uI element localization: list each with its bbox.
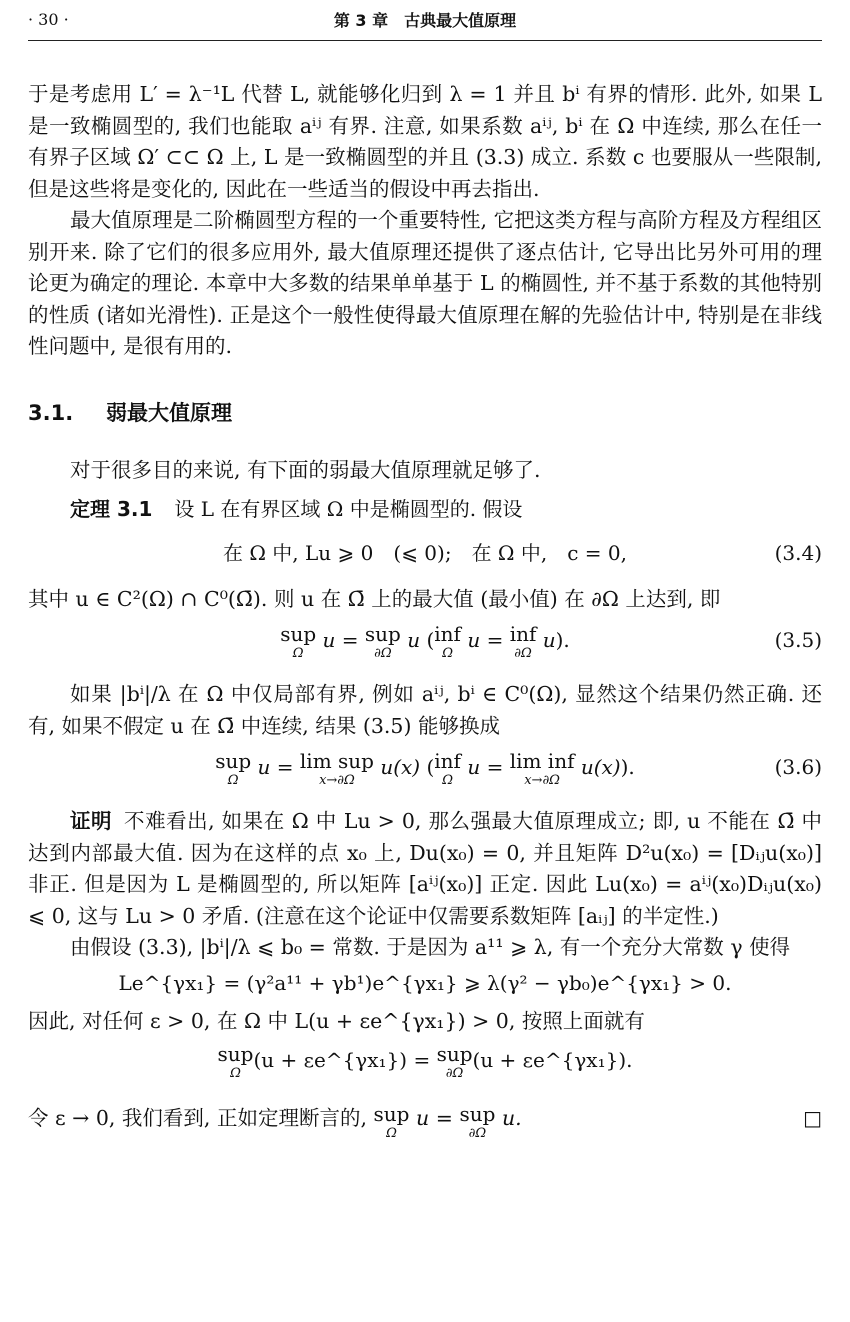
paragraph-4: 其中 u ∈ C²(Ω) ∩ C⁰(Ω̄). 则 u 在 Ω̄ 上的最大值 (最小值) 在 ∂Ω 上达到, 即 [28,586,721,611]
equation-3-6-number: (3.6) [774,755,822,779]
equation-8 [28,1043,822,1097]
page-header [28,0,822,41]
page-number: · 30 · [28,10,69,29]
conclusion-line: 令 ε → 0, 我们看到, 正如定理断言的, sup Ω u = sup ∂Ω u. □ [28,1102,822,1141]
proof-label: 证明 [70,809,113,833]
paragraph-6: 由假设 (3.3), |bⁱ|/λ ⩽ b₀ = 常数. 于是因为 a¹¹ ⩾ λ, 有一个充分大常数 γ 使得 [70,935,791,959]
paragraph-5: 如果 |bⁱ|/λ 在 Ω 中仅局部有界, 例如 aⁱʲ, bⁱ ∈ C⁰(Ω), 显然这个结果仍然正确. 还有, 如果不假定 u 在 Ω̄ 中连续, 结果 (3.5) 能够换成 [28,682,822,738]
conclusion-text: 令 ε → 0, 我们看到, 正如定理断言的, [28,1106,367,1130]
paragraph-1: 于是考虑用 L′ = λ⁻¹L 代替 L, 就能够化归到 λ = 1 并且 bⁱ 有界的情形. 此外, 如果 L 是一致椭圆型的, 我们也能取 aⁱʲ 有界. 注意, 如果系数 aⁱʲ, bⁱ 在 Ω 中连续, 那么在任一有界子区域 Ω′ ⊂⊂ Ω 上, L 是一致椭圆型的并且 (3.3) 成立. 系数 c 也要服从一些限制, 但是这些将是变化的, 因此在一些适当的假设中再去指出. [28,82,822,201]
equation-3-4-number: (3.4) [774,540,822,565]
equation-3-6 [28,750,822,804]
equation-7 [28,966,822,1004]
section-heading [28,397,822,427]
equation-3-4-body: 在 Ω 中, Lu ⩾ 0 (⩽ 0); 在 Ω 中, c = 0, [223,540,627,565]
page [28,0,822,1141]
theorem-label: 定理 3.1 [70,497,153,521]
section-title: 弱最大值原理 [106,400,232,425]
proof [28,806,822,932]
theorem-text: 设 L 在有界区域 Ω 中是椭圆型的. 假设 [174,497,523,521]
equation-3-6-body: sup Ω u = lim sup x→∂Ω u(x) ( inf Ω u = lim inf x→∂Ω u(x)). [215,749,635,788]
equation-7-body: Le^{γx₁} = (γ²a¹¹ + γb¹)e^{γx₁} ⩾ λ(γ² − γb₀)e^{γx₁} > 0. [118,970,732,995]
section-number: 3.1. [28,400,74,425]
equation-3-5-number: (3.5) [774,628,822,652]
qed-box: □ [803,1106,822,1130]
equation-8-body: sup Ω (u + εe^{γx₁}) = sup ∂Ω (u + εe^{γx₁}). [217,1042,633,1081]
equation-3-5 [28,623,822,677]
theorem-3-1 [28,494,822,526]
equation-3-5-body: sup Ω u = sup ∂Ω u ( inf Ω u = inf ∂Ω u). [280,622,570,661]
proof-text: 不难看出, 如果在 Ω 中 Lu > 0, 那么强最大值原理成立; 即, u 不能在 Ω̄ 中达到内部最大值. 因为在这样的点 x₀ 上, Du(x₀) = 0, 并且矩阵 D²u(x₀) = [Dᵢⱼu(x₀)] 非正. 但是因为 L 是椭圆型的, 所以矩阵 [aⁱʲ(x₀)] 正定. 因此 Lu(x₀) = aⁱʲ(x₀)Dᵢⱼu(x₀) ⩽ 0, 这与 Lu > 0 矛盾. (注意在这个论证中仅需要系数矩阵 [aᵢⱼ] 的半定性.) [28,809,823,928]
chapter-title: 第 3 章 古典最大值原理 [333,11,517,30]
equation-3-4 [28,536,822,582]
paragraph-7: 因此, 对任何 ε > 0, 在 Ω 中 L(u + εe^{γx₁}) > 0, 按照上面就有 [28,1008,645,1033]
paragraph-3: 对于很多目的来说, 有下面的弱最大值原理就足够了. [70,457,541,482]
paragraph-2: 最大值原理是二阶椭圆型方程的一个重要特性, 它把这类方程与高阶方程及方程组区别开来. 除了它们的很多应用外, 最大值原理还提供了逐点估计, 它导出比另外可用的理论更为确定的理论. 本章中大多数的结果单单基于 L 的椭圆性, 并不基于系数的其他特别的性质 (诸如光滑性). 正是这个一般性使得最大值原理在解的先验估计中, 特别是在非线性问题中, 是很有用的. [28,208,822,358]
